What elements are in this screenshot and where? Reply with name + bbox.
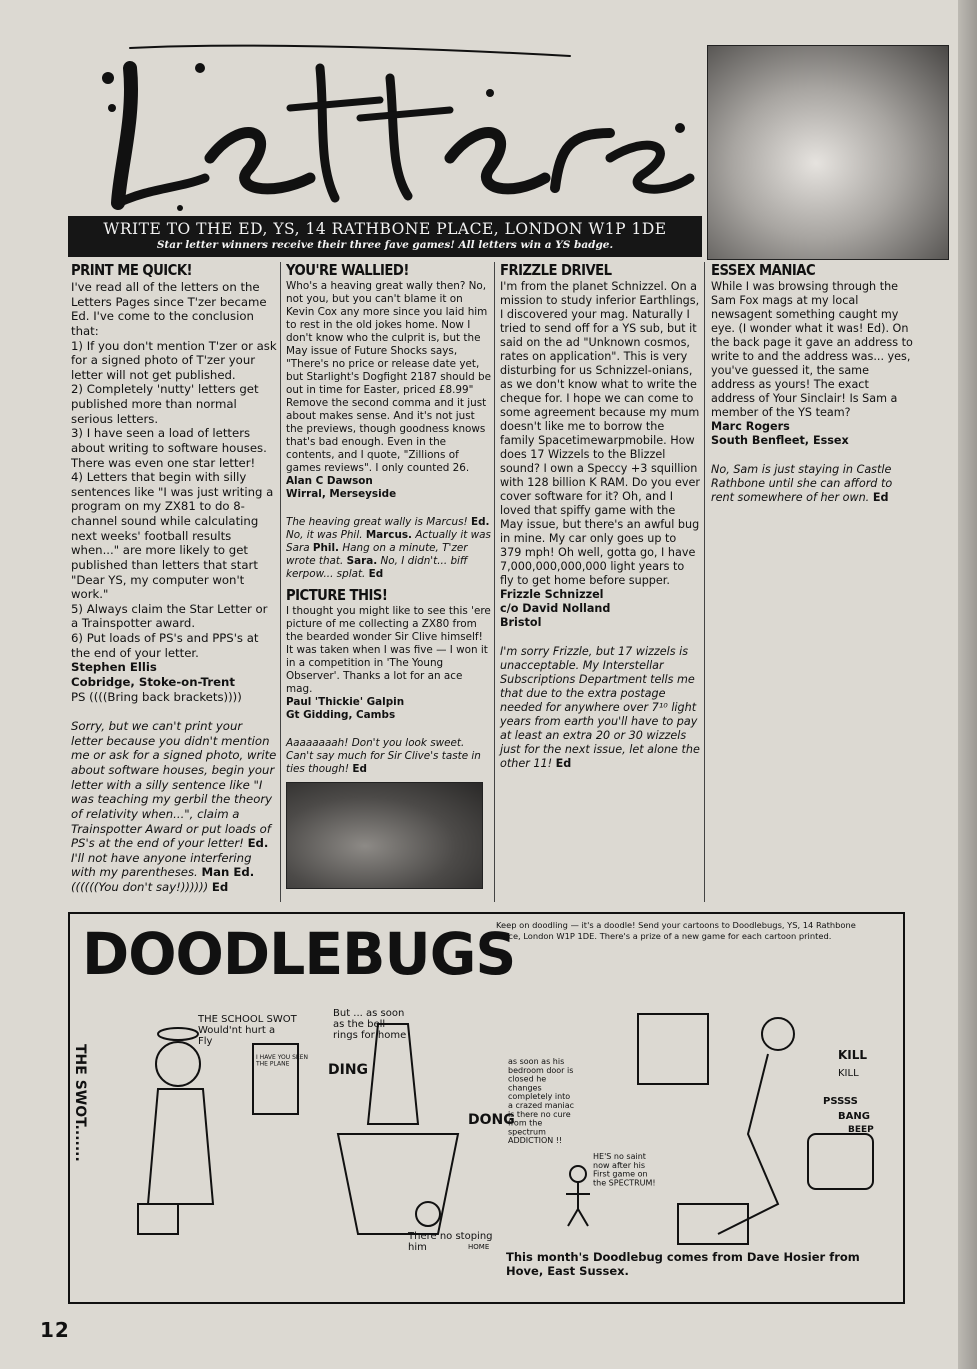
letter-column-4 [711,262,915,505]
letter-signature: Paul 'Thickie' Galpin [286,696,405,708]
letter-ps: PS ((((Bring back brackets)))) [71,689,242,704]
letter-heading: YOU'RE WALLIED! [286,261,409,279]
letter-signature: Gt Gidding, Cambs [286,709,396,721]
cartoon-sfx: KILL [838,1048,868,1062]
letter-paragraph: 1) If you don't mention T'zer or ask for a signed photo of T'zer your letter will not get published. [71,338,277,382]
cartoon-sfx: PSSSS [823,1096,858,1107]
editor-photo [707,45,949,260]
letter-column-2 [286,262,492,895]
column-divider [704,262,705,902]
letter-heading: PICTURE THIS! [286,586,388,604]
letter-signature: Stephen Ellis [71,660,157,675]
cartoon-sfx: BEEP [848,1125,874,1135]
column-divider [280,262,281,902]
letter-column-3 [500,262,700,771]
letter-paragraph: 3) I have seen a load of letters about writing to software houses. There was even one star letter! [71,426,267,470]
letter-paragraph: 2) Completely 'nutty' letters get published more than normal serious letters. [71,382,259,426]
editor-reply: I'm sorry Frizzle, but 17 wizzels is unacceptable. My Interstellar Subscriptions Department tells me that due to the extra postage needed for anywhere over 7¹⁰ light years from earth you'll have to pay at least an extra 20 or 30 wizzels just for the next issue, let alone the other 11! Ed [500,645,700,770]
address-banner [68,216,702,257]
cartoon-caption: HE'S no saint now after his First game on the SPECTRUM! [593,1152,656,1188]
doodlebugs-box [68,912,905,1304]
letter-signature: Marc Rogers [711,420,790,433]
editor-reply: Sorry, but we can't print your letter because you didn't mention me or ask for a signed photo, write about software houses, begin your letter with a silly sentence like "I was teaching my gerbil the theory of relativity when...", claim a Trainspotter Award or put loads of PS's at the end of your letter! Ed. I'll not have anyone interfering with my parentheses. Man Ed. ((((((You don't say!)))))) Ed [71,719,277,894]
cartoon-sfx: DONG [468,1112,515,1128]
letter-paragraph: 5) Always claim the Star Letter or a Trainspotter award. [71,601,268,631]
banner-address: WRITE TO THE ED, YS, 14 RATHBONE PLACE, LONDON W1P 1DE [103,220,667,238]
letter-heading: PRINT ME QUICK! [71,261,193,279]
letters-logo [90,38,700,218]
cartoon-caption: THE SCHOOL SWOT Would'nt hurt a Fly [198,1014,297,1047]
letter-paragraph: 4) Letters that begin with silly sentences like "I was just writing a program on my ZX81 to do 8-channel sound while calculating next weeks' football results when..." are more likely to get published than letters that start "Dear YS, my computer won't work." [71,470,274,602]
cartoon-sfx: KILL [838,1068,859,1079]
editor-reply: Aaaaaaaah! Don't you look sweet. Can't say much for Sir Clive's taste in ties though! Ed [286,737,481,775]
doodlebug-credit: This month's Doodlebug comes from Dave Hosier from Hove, East Sussex. [506,1250,860,1278]
letter-paragraph: I've read all of the letters on the Letters Pages since T'zer became Ed. I've come to the conclusion that: [71,280,267,338]
letter-column-1 [71,262,277,895]
cartoon-side-caption: THE SWOT....... [72,1044,88,1162]
page-number: 12 [40,1318,70,1342]
letter-body: While I was browsing through the Sam Fox mags at my local newsagent something caught my eye. (I wonder what it was! Ed). On the back page it gave an address to write to and the address was... yes, you've guessed it, the same address as yours! The exact address of Your Sinclair! Is Sam a member of the YS team? [711,280,913,419]
doodlebugs-info: Keep on doodling — it's a doodle! Send your cartoons to Doodlebugs, YS, 14 Rathbone Place, London W1P 1DE. There's a prize of a new game for each cartoon printed. [496,920,856,941]
letter-heading: ESSEX MANIAC [711,261,816,279]
letter-signature: Bristol [500,616,542,629]
letter-signature: South Benfleet, Essex [711,434,849,447]
letter-signature: Cobridge, Stoke-on-Trent [71,674,235,689]
letter-signature: Alan C Dawson [286,475,373,487]
page-edge [958,0,977,1369]
editor-reply: The heaving great wally is Marcus! Ed. No, it was Phil. Marcus. Actually it was Sara Phil. Hang on a minute, T'zer wrote that. Sara. No, I didn't... biff kerpow... splat. Ed [286,516,491,580]
cartoon-sfx: BANG [838,1111,870,1122]
letter-body: I'm from the planet Schnizzel. On a mission to study inferior Earthlings, I discovered your mag. Naturally I tried to send off for a YS sub, but it said on the ad "Unknown cosmos, rates on application". This is very disturbing for us Schnizzel-onians, as we don't know what to write the cheque for. I hope we can come to some agreement because my mum doesn't like me to borrow the family Spacetimewarpmobile. How does 17 Wizzels to the Blizzel sound? I own a Speccy +3 squillion with 128 billion K RAM. Do you ever cover software for it? Oh, and I loved that spiffy game with the May issue, but there's an awful bug in mine. My car only goes up to 379 mph! Oh well, gotta go, I have 7,000,000,000,000 light years to fly to get home before supper. [500,280,700,587]
doodle-cartoon [72,1004,890,1253]
letter-body: I thought you might like to see this 'ere picture of me collecting a ZX80 from the bearded wonder Sir Clive himself! It was taken when I was five — I won it in a competition in 'The Young Observer'. Thanks a lot for an ace mag. [286,605,491,695]
letter-signature: Wirral, Merseyside [286,488,397,500]
cartoon-caption: There no stoping him [408,1231,493,1253]
editor-reply: No, Sam is just staying in Castle Rathbone until she can afford to rent somewhere of her own. Ed [711,463,893,504]
letter-signature: Frizzle Schnizzel [500,588,604,601]
letter-body: Who's a heaving great wally then? No, not you, but you can't blame it on Kevin Cox any more since you laid him to rest in the old jokes home. Now I don't know who the culprit is, but the May issue of Future Shocks says, "There's no price or release date yet, but Starlight's Dogfight 2187 should be out in time for Easter, priced £8.99" Remove the second comma and it just about makes sense. And it's not just the previews, though goodness knows that's bad enough. Even in the contents, and I quote, "Zillions of games reviews". I only counted 26. [286,280,491,474]
cartoon-sfx: DING [328,1062,369,1078]
letter-paragraph: 6) Put loads of PS's and PPS's at the end of your letter. [71,631,259,660]
reader-photo [286,782,483,889]
cartoon-sign: HOME [468,1243,490,1251]
doodlebugs-title: DOODLEBUGS [82,920,516,988]
letter-heading: FRIZZLE DRIVEL [500,261,612,279]
banner-prize-note: Star letter winners receive their three fave games! All letters win a YS badge. [156,239,614,251]
letter-signature: c/o David Nolland [500,602,611,615]
cartoon-caption: as soon as his bedroom door is closed he changes completely into a crazed maniac is there no cure from the spectrum ADDICTION !! [508,1057,575,1146]
column-divider [494,262,495,902]
cartoon-poster-text: I HAVE YOU SEEN THE PLANE [256,1054,308,1068]
cartoon-caption: But ... as soon as the bell rings for home [333,1008,407,1041]
